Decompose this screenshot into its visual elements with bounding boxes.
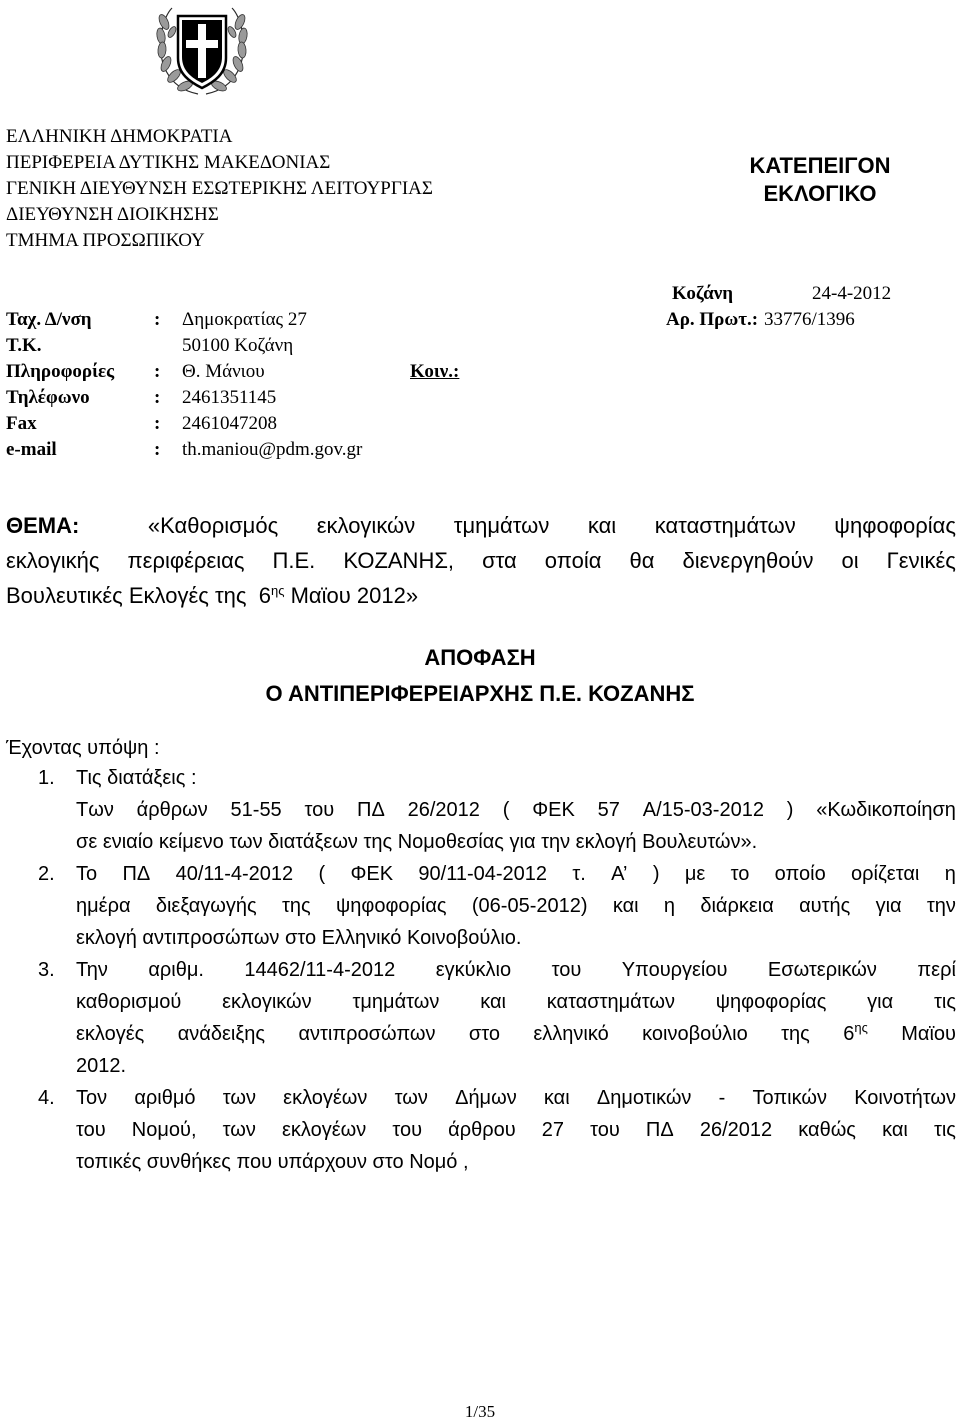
item-word: Το [76, 863, 98, 885]
item-word: άρθρων [136, 799, 208, 821]
item-word: 90/11-04-2012 [418, 863, 548, 885]
subject-word: θα [629, 548, 655, 573]
item-word: εκλογέων [283, 1087, 368, 1109]
address-value: Δημοκρατίας 27 [182, 309, 307, 330]
item-word: ημέρα [76, 895, 131, 917]
subject-line [6, 578, 956, 613]
subject-line [6, 543, 956, 578]
day-number: 6 [843, 1023, 855, 1045]
item-word: καθώς [798, 1119, 856, 1141]
item-word: διάρκεια [700, 895, 774, 917]
item-word: εκλογέων [281, 1119, 367, 1141]
item-word: Κοινοτήτων [854, 1087, 956, 1109]
email-label: e-mail [6, 439, 57, 460]
item-word: ορίζεται [851, 863, 920, 885]
item-word: Α/15-03-2012 [642, 799, 764, 821]
colon: : [154, 387, 161, 408]
colon: : [154, 361, 161, 382]
colon: : [154, 309, 161, 330]
decision-title: ΑΠΟΦΑΣΗ [424, 645, 536, 670]
item-word: στο [468, 1023, 500, 1045]
org-line: ΠΕΡΙΦΕΡΕΙΑ ΔΥΤΙΚΗΣ ΜΑΚΕΔΟΝΙΑΣ [6, 152, 331, 173]
subject-label: ΘΕΜΑ: [6, 513, 80, 538]
org-line: ΕΛΛΗΝΙΚΗ ΔΗΜΟΚΡΑΤΙΑ [6, 126, 233, 147]
protocol-number: 33776/1396 [764, 309, 855, 330]
item-word: 40/11-4-2012 [175, 863, 294, 885]
item-word: ( [318, 863, 326, 885]
item-word: Των [76, 799, 114, 821]
item-text: εκλογή αντιπροσώπων στο Ελληνικό Κοινοβούλιο. [76, 927, 522, 949]
electoral-label: ΕΚΛΟΓΙΚΟ [763, 181, 877, 206]
item-word: την [926, 895, 956, 917]
item-word: της [781, 1023, 810, 1045]
item-word: καθορισμού [76, 991, 182, 1013]
item-word: Τον [76, 1087, 108, 1109]
issuing-authority-block [6, 124, 433, 254]
item-word: εγκύκλιο [435, 959, 512, 981]
item-word: του [551, 959, 582, 981]
item-word: αυτής [799, 895, 851, 917]
subject-word: «Καθορισμός [147, 513, 279, 538]
item-word: της [282, 895, 311, 917]
item-word: Μαϊου [901, 1023, 956, 1045]
item-word: ΦΕΚ [532, 799, 575, 821]
item-word: το [730, 863, 750, 885]
item-word: για [867, 991, 894, 1013]
phone-label: Τηλέφωνο [6, 387, 90, 408]
subject-word: Γενικές [886, 548, 956, 573]
subject-word: τμημάτων [453, 513, 550, 538]
item-word: εκλογικών [222, 991, 312, 1013]
org-line: ΓΕΝΙΚΗ ΔΙΕΥΘΥΝΣΗ ΕΣΩΤΕΡΙΚΗΣ ΛΕΙΤΟΥΡΓΙΑΣ [6, 178, 433, 199]
subject-word: διενεργηθούν [682, 548, 814, 573]
document-date: 24-4-2012 [812, 283, 892, 304]
item-word: «Κωδικοποίηση [816, 799, 956, 821]
item-word: αριθμό [134, 1087, 196, 1109]
subject-word: καταστημάτων [654, 513, 796, 538]
item-word: εκλογές [76, 1023, 145, 1045]
item-word: Δημοτικών [596, 1087, 692, 1109]
greek-coat-of-arms-icon [154, 2, 250, 102]
subject-word: ψηφοφορίας [834, 513, 956, 538]
subject-word: εκλογικών [316, 513, 416, 538]
cc-label: Κοιν.: [410, 361, 460, 382]
subject-word: ΚΟΖΑΝΗΣ, [343, 548, 455, 573]
item-text: σε ενιαίο κείμενο των διατάξεων της Νομοθεσίας για την εκλογή Βουλευτών». [76, 831, 758, 853]
subject-word: εκλογικής [6, 548, 100, 573]
subject-word: και [587, 513, 617, 538]
ordinal-suffix: ης [270, 583, 285, 598]
item-word: - [718, 1087, 726, 1109]
item-word: διεξαγωγής [155, 895, 257, 917]
item-word: 14462/11-4-2012 [244, 959, 396, 981]
urgent-label: ΚΑΤΕΠΕΙΓΟΝ [749, 153, 891, 178]
item-word: αριθμ. [148, 959, 204, 981]
item-word: ψηφοφορίας [335, 895, 447, 917]
subject-word: Π.Ε. [272, 548, 316, 573]
item-word: καταστημάτων [546, 991, 675, 1013]
item-word: τμημάτων [352, 991, 440, 1013]
subject-word: οποία [544, 548, 602, 573]
item-word: και [543, 1087, 570, 1109]
item-word: 26/2012 [699, 1119, 773, 1141]
item-word: Δήμων [455, 1087, 517, 1109]
item-word: ΠΔ [122, 863, 151, 885]
item-word: (06-05-2012) [471, 895, 588, 917]
fax-label: Fax [6, 413, 37, 434]
item-word: Υπουργείου [621, 959, 728, 981]
item-word: τις [934, 991, 956, 1013]
item-text-line [76, 858, 956, 890]
item-word: ελληνικό [533, 1023, 609, 1045]
item-word: ) [786, 799, 794, 821]
item-word: Τοπικών [752, 1087, 827, 1109]
item-word: κοινοβούλιο [642, 1023, 748, 1045]
info-label: Πληροφορίες [6, 361, 115, 382]
item-number: 2. [38, 863, 55, 885]
item-word: και [612, 895, 639, 917]
email-value: th.maniou@pdm.gov.gr [182, 439, 363, 460]
org-line: ΔΙΕΥΘΥΝΣΗ ΔΙΟΙΚΗΣΗΣ [6, 204, 219, 225]
item-text: τοπικές συνθήκες που υπάρχουν στο Νομό , [76, 1151, 469, 1173]
item-word: ΦΕΚ [350, 863, 394, 885]
item-text-line [76, 954, 956, 986]
subject-word: περιφέρειας [127, 548, 245, 573]
item-word: άρθρου [448, 1119, 516, 1141]
item-text-line [76, 1082, 956, 1114]
item-word: αντιπροσώπων [298, 1023, 436, 1045]
item-word: των [222, 1087, 256, 1109]
item-word: Νομού, [131, 1119, 197, 1141]
item-word: ανάδειξης [177, 1023, 266, 1045]
item-text-line [76, 1114, 956, 1146]
item-word [843, 1018, 868, 1050]
item-word: του [304, 799, 335, 821]
subject-word: στα [482, 548, 517, 573]
item-word: 51-55 [230, 799, 282, 821]
item-word: του [76, 1119, 106, 1141]
item-word: για [875, 895, 902, 917]
colon: : [154, 439, 161, 460]
subject-word: οι [841, 548, 859, 573]
subject-block [6, 508, 956, 613]
item-word: του [392, 1119, 423, 1141]
considering-label: Έχοντας υπόψη : [6, 737, 160, 759]
item-word: των [394, 1087, 428, 1109]
item-text-line [76, 794, 956, 826]
item-word: η [944, 863, 956, 885]
item-word: 26/2012 [407, 799, 480, 821]
item-word: οποίο [774, 863, 826, 885]
item-word: του [590, 1119, 620, 1141]
info-value: Θ. Μάνιου [182, 361, 265, 382]
item-number: 3. [38, 959, 55, 981]
fax-value: 2461047208 [182, 413, 277, 434]
item-word: Α’ [611, 863, 628, 885]
item-word: περί [917, 959, 956, 981]
postcode-label: Τ.Κ. [6, 335, 42, 356]
ordinal-suffix: ης [854, 1020, 868, 1035]
colon: : [154, 413, 161, 434]
item-word: ) [652, 863, 660, 885]
phone-value: 2461351145 [182, 387, 277, 408]
postcode-value: 50100 Κοζάνη [182, 335, 294, 356]
item-word: των [222, 1119, 256, 1141]
subject-text: Βουλευτικές Εκλογές της 6 [6, 583, 271, 608]
page-number: 1/35 [464, 1402, 496, 1421]
item-word: τ. [572, 863, 586, 885]
item-word: και [480, 991, 506, 1013]
item-number: 4. [38, 1087, 55, 1109]
item-word: και [882, 1119, 908, 1141]
item-word: ψηφοφορίας [715, 991, 827, 1013]
decision-heading [0, 640, 960, 712]
subject-text: Μαϊου 2012» [284, 583, 419, 608]
item-text: 2012. [76, 1055, 127, 1077]
item-word: ΠΔ [645, 1119, 674, 1141]
urgency-marking [740, 152, 900, 208]
item-word: ( [502, 799, 510, 821]
decision-authority: Ο ΑΝΤΙΠΕΡΙΦΕΡΕΙΑΡΧΗΣ Π.Ε. ΚΟΖΑΝΗΣ [265, 681, 695, 706]
item-text-line [76, 890, 956, 922]
item-word: τις [933, 1119, 956, 1141]
org-line: ΤΜΗΜΑ ΠΡΟΣΩΠΙΚΟΥ [6, 230, 205, 251]
address-label: Ταχ. Δ/νση [6, 309, 92, 330]
item-word: 57 [597, 799, 620, 821]
item-text: Τις διατάξεις : [76, 767, 197, 789]
item-word: 27 [541, 1119, 565, 1141]
protocol-label: Αρ. Πρωτ.: [666, 309, 759, 330]
item-word: με [684, 863, 706, 885]
item-word: Την [76, 959, 108, 981]
item-text-line [76, 986, 956, 1018]
item-word: Εσωτερικών [767, 959, 877, 981]
item-word: ΠΔ [357, 799, 385, 821]
item-text-line [76, 1018, 956, 1050]
subject-line [6, 508, 956, 543]
item-word: η [663, 895, 676, 917]
item-number: 1. [38, 767, 55, 789]
city-label: Κοζάνη [672, 283, 733, 304]
